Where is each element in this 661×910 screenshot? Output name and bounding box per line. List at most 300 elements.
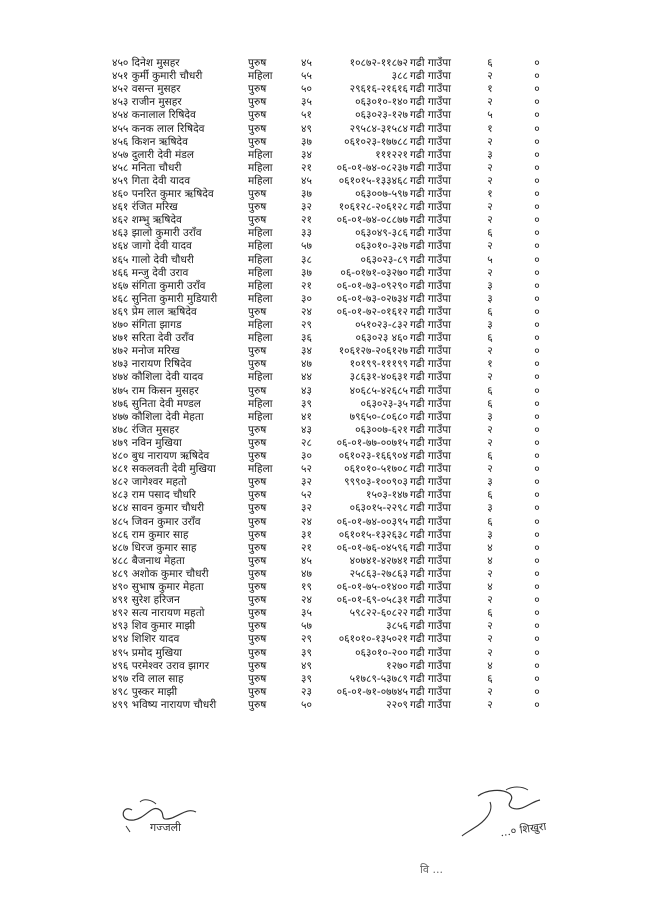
record-extra: ० xyxy=(534,135,540,148)
record-id: ०६१०२३-१६६९०४ xyxy=(338,450,408,462)
record-name: ४८१ सकलवती देवी मुखिया xyxy=(112,463,216,476)
table-row xyxy=(0,515,661,529)
record-extra: ० xyxy=(534,292,540,305)
record-age: ३७ xyxy=(301,188,312,200)
record-ward: ६ xyxy=(487,332,493,345)
record-gender: महिला xyxy=(248,253,273,266)
record-id: ४०६८५-४२६८५ xyxy=(349,384,408,397)
record-ward: ३ xyxy=(487,319,493,331)
record-name: ४९९ भविष्य नारायण चौधरी xyxy=(112,698,217,711)
record-place: गढी गाउँपा xyxy=(410,489,451,502)
record-name: ४५१ कुर्मी कुमारी चौधरी xyxy=(112,70,203,83)
record-age: ४१ xyxy=(301,410,312,423)
record-place: गढी गाउँपा xyxy=(410,581,451,593)
record-gender: महिला xyxy=(248,227,273,240)
record-id: ५१७८९-५३७८९ xyxy=(349,672,408,685)
record-ward: २ xyxy=(487,567,493,580)
record-id: ७९६५०-८०६८० xyxy=(349,410,408,423)
table-row xyxy=(0,488,661,502)
record-place: गढी गाउँपा xyxy=(410,476,451,489)
table-row xyxy=(0,95,661,109)
record-age: २१ xyxy=(301,161,312,174)
table-row xyxy=(0,384,661,398)
record-place: गढी गाउँपा xyxy=(410,528,451,541)
record-name: ४८७ धिरज कुमार साह xyxy=(112,541,197,554)
table-row xyxy=(0,501,661,515)
record-gender: पुरुष xyxy=(248,515,267,528)
record-age: २९ xyxy=(301,319,312,331)
record-extra: ० xyxy=(534,698,540,711)
record-age: ४९ xyxy=(301,659,312,672)
record-age: ४७ xyxy=(301,358,312,371)
record-ward: २ xyxy=(487,135,493,148)
record-extra: ० xyxy=(534,594,540,607)
record-gender: पुरुष xyxy=(248,305,267,318)
record-ward: १ xyxy=(487,122,493,135)
record-gender: महिला xyxy=(248,397,273,410)
record-age: ३७ xyxy=(301,266,312,279)
record-age: ४५ xyxy=(301,57,312,69)
record-gender: महिला xyxy=(248,332,273,345)
record-gender: पुरुष xyxy=(248,109,267,122)
record-gender: पुरुष xyxy=(248,685,267,698)
record-age: २१ xyxy=(301,541,312,554)
record-id: १२७० xyxy=(386,659,408,672)
record-extra: ० xyxy=(534,214,540,227)
record-ward: ४ xyxy=(487,659,493,672)
record-ward: ६ xyxy=(487,489,493,502)
record-name: ४५८ मनिता चौधरी xyxy=(112,161,182,174)
table-row xyxy=(0,305,661,319)
record-place: गढी गाउँपा xyxy=(410,515,451,528)
record-ward: ३ xyxy=(487,279,493,292)
record-id: ३८५६ xyxy=(386,620,408,633)
record-age: ३२ xyxy=(301,502,312,515)
record-gender: महिला xyxy=(248,174,273,187)
record-extra: ० xyxy=(534,541,540,554)
record-name: ४८० बुध नारायण ऋषिदेव xyxy=(112,450,210,462)
record-ward: ४ xyxy=(487,581,493,593)
record-place: गढी गाउँपा xyxy=(410,541,451,554)
record-place: गढी गाउँपा xyxy=(410,292,451,305)
record-gender: पुरुष xyxy=(248,384,267,397)
record-extra: ० xyxy=(534,70,540,83)
record-extra: ० xyxy=(534,672,540,685)
record-gender: महिला xyxy=(248,292,273,305)
record-ward: २ xyxy=(487,240,493,253)
record-age: ३६ xyxy=(301,332,312,345)
record-id: ०६-०१-७२-०१६१२ xyxy=(336,305,408,318)
record-ward: २ xyxy=(487,70,493,83)
record-id: ३८६३१-४०६३१ xyxy=(349,371,408,384)
record-gender: पुरुष xyxy=(248,672,267,685)
record-ward: ५ xyxy=(487,253,493,266)
record-extra: ० xyxy=(534,620,540,633)
record-extra: ० xyxy=(534,188,540,200)
record-name: ४५२ वसन्त मुसहर xyxy=(112,83,181,96)
record-place: गढी गाउँपा xyxy=(410,161,451,174)
record-place: गढी गाउँपा xyxy=(410,410,451,423)
record-ward: २ xyxy=(487,345,493,358)
record-ward: ६ xyxy=(487,305,493,318)
table-row xyxy=(0,161,661,175)
record-age: ३७ xyxy=(301,135,312,148)
record-place: गढी गाउँपा xyxy=(410,83,451,96)
record-name: ४८५ जिवन कुमार उराँव xyxy=(112,515,201,528)
table-row xyxy=(0,672,661,686)
table-row xyxy=(0,567,661,581)
record-extra: ० xyxy=(534,436,540,449)
record-gender: पुरुष xyxy=(248,476,267,489)
record-id: ०६३००७-५९७ xyxy=(355,188,408,200)
record-gender: पुरुष xyxy=(248,659,267,672)
record-gender: महिला xyxy=(248,279,273,292)
table-row xyxy=(0,449,661,463)
record-id: ०६१०१५-१३२६३८ xyxy=(338,528,408,541)
table-row xyxy=(0,213,661,227)
record-age: ५५ xyxy=(301,70,312,83)
record-ward: ६ xyxy=(487,450,493,462)
record-place: गढी गाउँपा xyxy=(410,332,451,345)
record-ward: २ xyxy=(487,214,493,227)
record-id: ०६३०२३-८९ xyxy=(360,253,408,266)
record-extra: ० xyxy=(534,685,540,698)
record-extra: ० xyxy=(534,266,540,279)
record-age: ५२ xyxy=(301,489,312,502)
record-place: गढी गाउँपा xyxy=(410,423,451,436)
record-extra: ० xyxy=(534,227,540,240)
right-signature-caption: ...० शिखुरा xyxy=(499,819,548,840)
record-name: ४७६ सुनिता देवी मण्डल xyxy=(112,397,201,410)
record-age: ५७ xyxy=(301,240,312,253)
record-age: ५० xyxy=(301,83,312,96)
record-gender: पुरुष xyxy=(248,607,267,620)
record-age: ४३ xyxy=(301,384,312,397)
record-gender: पुरुष xyxy=(248,345,267,358)
record-gender: पुरुष xyxy=(248,214,267,227)
table-row xyxy=(0,541,661,555)
record-gender: पुरुष xyxy=(248,201,267,214)
record-id: १०१९९-१११९९ xyxy=(349,358,408,371)
record-id: ०६-०१-७४-००३९५ xyxy=(336,515,408,528)
record-id: ०६-०१-७५-०१४०० xyxy=(336,581,408,593)
record-place: गढी गाउँपा xyxy=(410,240,451,253)
record-id: ०६१०१५-१३३४६८ xyxy=(338,174,408,187)
table-row xyxy=(0,619,661,633)
record-extra: ० xyxy=(534,463,540,476)
record-place: गढी गाउँपा xyxy=(410,345,451,358)
record-gender: पुरुष xyxy=(248,122,267,135)
record-place: गढी गाउँपा xyxy=(410,397,451,410)
record-extra: ० xyxy=(534,528,540,541)
record-extra: ० xyxy=(534,384,540,397)
record-name: ४७७ कौशिला देवी मेहता xyxy=(112,410,204,423)
record-age: ३० xyxy=(301,450,312,462)
table-row xyxy=(0,423,661,437)
record-name: ४७८ रंजित मुसहर xyxy=(112,423,180,436)
record-age: २८ xyxy=(301,436,312,449)
record-id: ०६१०२३-१७७८८ xyxy=(344,135,408,148)
record-place: गढी गाउँपा xyxy=(410,672,451,685)
record-place: गढी गाउँपा xyxy=(410,188,451,200)
table-row xyxy=(0,200,661,214)
record-name: ४७२ मनोज मरिख xyxy=(112,345,180,358)
record-name: ४९२ सत्य नारायण महतो xyxy=(112,607,205,620)
record-age: ४९ xyxy=(301,122,312,135)
record-ward: २ xyxy=(487,685,493,698)
record-place: गढी गाउँपा xyxy=(410,305,451,318)
record-id: ०५१०२३-८३२ xyxy=(355,319,408,331)
record-gender: पुरुष xyxy=(248,436,267,449)
table-row xyxy=(0,475,661,489)
record-name: ४७० संगिता झागड xyxy=(112,319,182,331)
record-place: गढी गाउँपा xyxy=(410,384,451,397)
record-id: १११२२१ xyxy=(375,148,408,161)
record-extra: ० xyxy=(534,502,540,515)
record-extra: ० xyxy=(534,109,540,122)
record-place: गढी गाउँपा xyxy=(410,554,451,567)
record-name: ४६७ संगिता कुमारी उराँव xyxy=(112,279,206,292)
record-gender: पुरुष xyxy=(248,96,267,109)
record-extra: ० xyxy=(534,345,540,358)
record-id: ०६-०१-७३-०९२९० xyxy=(336,279,408,292)
record-gender: महिला xyxy=(248,371,273,384)
record-age: ३२ xyxy=(301,201,312,214)
table-row xyxy=(0,410,661,424)
table-row xyxy=(0,292,661,306)
record-ward: ३ xyxy=(487,148,493,161)
record-extra: ० xyxy=(534,554,540,567)
record-age: ३५ xyxy=(301,96,312,109)
record-extra: ० xyxy=(534,305,540,318)
record-extra: ० xyxy=(534,279,540,292)
record-gender: महिला xyxy=(248,240,273,253)
record-extra: ० xyxy=(534,319,540,331)
record-name: ४६९ प्रेम लाल ऋषिदेव xyxy=(112,305,197,318)
record-extra: ० xyxy=(534,83,540,96)
record-extra: ० xyxy=(534,567,540,580)
record-name: ४६२ शम्भु ऋषिदेव xyxy=(112,214,182,227)
record-name: ४८४ सावन कुमार चौधरी xyxy=(112,502,205,515)
record-extra: ० xyxy=(534,607,540,620)
record-extra: ० xyxy=(534,358,540,371)
record-ward: ४ xyxy=(487,541,493,554)
record-ward: ३ xyxy=(487,502,493,515)
record-ward: ३ xyxy=(487,292,493,305)
record-ward: १ xyxy=(487,358,493,371)
record-gender: महिला xyxy=(248,319,273,331)
record-gender: पुरुष xyxy=(248,188,267,200)
record-age: ३३ xyxy=(301,227,312,240)
table-row xyxy=(0,148,661,162)
record-ward: २ xyxy=(487,266,493,279)
record-age: ४७ xyxy=(301,567,312,580)
record-gender: महिला xyxy=(248,161,273,174)
record-id: ०६-०१-६९-०५८३१ xyxy=(336,594,408,607)
record-id: ४०७४१-४२७४१ xyxy=(349,554,408,567)
record-age: ५० xyxy=(301,698,312,711)
record-extra: ० xyxy=(534,201,540,214)
record-gender: पुरुष xyxy=(248,358,267,371)
record-place: गढी गाउँपा xyxy=(410,96,451,109)
record-id: ०६-०१-७४-०८२३७ xyxy=(336,161,408,174)
record-ward: ६ xyxy=(487,672,493,685)
table-row xyxy=(0,279,661,293)
record-ward: २ xyxy=(487,698,493,711)
table-row xyxy=(0,528,661,542)
record-place: गढी गाउँपा xyxy=(410,620,451,633)
record-name: ४९३ शिव कुमार माझी xyxy=(112,620,196,633)
record-name: ४८८ बैजनाथ मेहता xyxy=(112,554,185,567)
record-gender: पुरुष xyxy=(248,528,267,541)
record-ward: २ xyxy=(487,646,493,659)
record-name: ४९४ शिशिर यादव xyxy=(112,633,180,646)
record-ward: ६ xyxy=(487,607,493,620)
record-name: ४८३ राम पसाद चौधरि xyxy=(112,489,196,502)
record-id: ९९९०३-१००९०३ xyxy=(344,476,408,489)
record-id: २९५८४-३१५८४ xyxy=(349,122,408,135)
record-ward: २ xyxy=(487,463,493,476)
record-id: ०६-०१-७७-००७१५ xyxy=(336,436,408,449)
record-id: ०६३०४९-३८६ xyxy=(355,227,408,240)
record-name: ४६० पनरित कुमार ऋषिदेव xyxy=(112,188,214,200)
record-place: गढी गाउँपा xyxy=(410,122,451,135)
record-name: ४७४ कौशिला देवी यादव xyxy=(112,371,204,384)
record-place: गढी गाउँपा xyxy=(410,227,451,240)
record-ward: १ xyxy=(487,188,493,200)
record-age: ५२ xyxy=(301,463,312,476)
record-gender: पुरुष xyxy=(248,83,267,96)
record-id: २५८६३-२७८६३ xyxy=(349,567,408,580)
record-gender: पुरुष xyxy=(248,135,267,148)
record-gender: पुरुष xyxy=(248,502,267,515)
record-name: ४५३ राजीन मुसहर xyxy=(112,96,182,109)
record-ward: ६ xyxy=(487,384,493,397)
record-extra: ० xyxy=(534,57,540,69)
record-name: ४७९ नविन मुखिया xyxy=(112,436,182,449)
record-name: ४८२ जागेश्वर महतो xyxy=(112,476,187,489)
record-gender: पुरुष xyxy=(248,423,267,436)
record-id: ०६३०१५-२२९८ xyxy=(349,502,408,515)
table-row xyxy=(0,344,661,358)
table-row xyxy=(0,659,661,673)
record-ward: २ xyxy=(487,633,493,646)
table-row xyxy=(0,357,661,371)
record-place: गढी गाउँपा xyxy=(410,201,451,214)
record-id: ३८८ xyxy=(391,70,408,83)
record-ward: ६ xyxy=(487,397,493,410)
table-row xyxy=(0,462,661,476)
record-place: गढी गाउँपा xyxy=(410,371,451,384)
record-name: ४९७ रवि लाल साह xyxy=(112,672,184,685)
record-place: गढी गाउँपा xyxy=(410,698,451,711)
record-ward: १ xyxy=(487,83,493,96)
record-name: ४५७ दुलारी देवी मंडल xyxy=(112,148,194,161)
record-id: १५०३-१४७ xyxy=(365,489,408,502)
record-gender: पुरुष xyxy=(248,594,267,607)
record-name: ४७३ नारायण रिषिदेव xyxy=(112,358,192,371)
table-row xyxy=(0,554,661,568)
record-name: ४७५ राम किसन मुसहर xyxy=(112,384,199,397)
record-place: गढी गाउँपा xyxy=(410,253,451,266)
record-id: ०६३०२३-१२७ xyxy=(355,109,408,122)
record-age: ४३ xyxy=(301,423,312,436)
record-age: ३८ xyxy=(301,253,312,266)
record-extra: ० xyxy=(534,410,540,423)
record-name: ४९० सुभाष कुमार मेहता xyxy=(112,581,204,593)
record-gender: पुरुष xyxy=(248,450,267,462)
record-gender: पुरुष xyxy=(248,554,267,567)
record-gender: महिला xyxy=(248,463,273,476)
record-id: २२०९ xyxy=(386,698,408,711)
record-age: ३० xyxy=(301,292,312,305)
record-ward: २ xyxy=(487,96,493,109)
record-place: गढी गाउँपा xyxy=(410,436,451,449)
record-place: गढी गाउँपा xyxy=(410,633,451,646)
record-id: ०६-०१-७४-०८८७७ xyxy=(336,214,408,227)
record-extra: ० xyxy=(534,96,540,109)
table-row xyxy=(0,331,661,345)
record-id: ५९८२२-६०८२२ xyxy=(349,607,408,620)
record-extra: ० xyxy=(534,581,540,593)
record-age: ३४ xyxy=(301,148,312,161)
record-name: ४५४ कनालाल रिषिदेव xyxy=(112,109,196,122)
record-ward: ५ xyxy=(487,109,493,122)
record-age: ५७ xyxy=(301,620,312,633)
record-age: २१ xyxy=(301,279,312,292)
table-row xyxy=(0,187,661,201)
record-age: ४५ xyxy=(301,174,312,187)
record-extra: ० xyxy=(534,161,540,174)
record-id: ०६३०२३-३५ xyxy=(360,397,408,410)
table-row xyxy=(0,239,661,253)
record-id: ०६-०१-७१-०७७४५ xyxy=(336,685,408,698)
table-row xyxy=(0,698,661,712)
record-place: गढी गाउँपा xyxy=(410,135,451,148)
record-extra: ० xyxy=(534,515,540,528)
record-extra: ० xyxy=(534,646,540,659)
record-place: गढी गाउँपा xyxy=(410,463,451,476)
record-id: ०६-०१७१-०३२७० xyxy=(340,266,408,279)
record-id: ०६१०१०-१३५०२१ xyxy=(338,633,408,646)
record-name: ४५९ गिता देवी यादव xyxy=(112,174,191,187)
record-age: २१ xyxy=(301,214,312,227)
record-gender: पुरुष xyxy=(248,581,267,593)
record-id: ०६३०१०-२०० xyxy=(355,646,408,659)
record-place: गढी गाउँपा xyxy=(410,319,451,331)
record-id: ०६३०१०-३२७ xyxy=(355,240,408,253)
record-extra: ० xyxy=(534,659,540,672)
record-ward: ३ xyxy=(487,410,493,423)
record-age: ३१ xyxy=(301,528,312,541)
table-row xyxy=(0,318,661,332)
record-place: गढी गाउँपा xyxy=(410,502,451,515)
record-age: ३५ xyxy=(301,607,312,620)
record-gender: पुरुष xyxy=(248,489,267,502)
record-name: ४५५ कनक लाल रिषिदेव xyxy=(112,122,205,135)
record-ward: २ xyxy=(487,436,493,449)
record-age: ४५ xyxy=(301,554,312,567)
record-extra: ० xyxy=(534,122,540,135)
record-name: ४९१ सुरेश हरिजन xyxy=(112,594,180,607)
record-place: गढी गाउँपा xyxy=(410,109,451,122)
table-row xyxy=(0,56,661,70)
record-age: २४ xyxy=(301,594,312,607)
table-row xyxy=(0,174,661,188)
table-row xyxy=(0,82,661,96)
record-age: ४४ xyxy=(301,371,312,384)
left-signature-caption: गज्जली xyxy=(150,821,181,834)
